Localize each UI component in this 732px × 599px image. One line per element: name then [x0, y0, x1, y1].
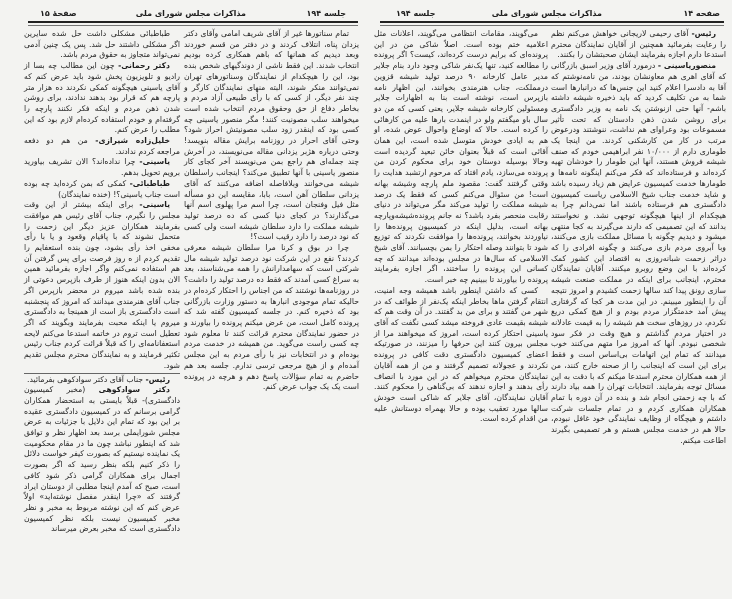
speaker-name: یاسینی- [139, 200, 170, 210]
page-header [28, 9, 364, 21]
speaker-name: یاسینی- [139, 157, 170, 167]
paragraph [24, 136, 180, 157]
speaker-name: خلیل‌زاده شیرازی- [95, 136, 170, 146]
paragraph [24, 157, 180, 178]
paragraph-text: کسی که داشتن اینطور باشد همیشه وجه امنیت، انتقام گرفتن ماها بخاطر اینکه یک‌نفر از طوائف که در شهر من گفتند و برای من بد گفتند. در آن وقت هم که شیشه بقیمت عادی فروخته میشد کسی نگفت که آقای یاسینی احتکار کرده است، امروز که میخواهند مرا از مجلس بیرون کنند این حرفها را میزنند، در صورتیکه اعضای کمیسیون دادگستری دقت کافی در پرونده نکردند و عجولانه تصمیم گرفتند و من از همه آقایان نمایندگان محترم میخواهم که در این مورد با انصاف رأی بدهند و اجازه ندهند که بی‌گناهی را محکوم کنند. آقایان نمایندگان، آقای جلایر که شاکی است خودش سالها مورد تعقیب بوده و حالا بهمراه دوستانش علیه من اقدام کرده است. [374, 285, 548, 424]
paragraph-text: جناب آقای دکتر سوادکوهی بفرمائید. [27, 374, 144, 384]
page-header [374, 9, 724, 21]
paragraph [184, 243, 359, 393]
paragraph [24, 200, 180, 371]
header-rule-thin [380, 25, 724, 26]
paragraph [24, 179, 180, 200]
paragraph-text: تمام سناتورها غیر از آقای شریف امامی وآقای دکتر یزدان پناه، انتلاف کردند و در دفتر من قسم خوردند وبعد دیدیم که همانها که باهم همکاری کرده بودیم انتخاب شدند. این فقط ناشی از دوندگیهای شخص بنده بود، این را هیچکدام از نمایندگان وسناتورهای تهران نمی‌توانند منکر شوند، البته منهای نمایندگان کارگر و چند نفر دیگر، از کسی که با رأی طبیعی آزاد مردم و بخاطر دفاع از حق وحقوق مردم انتخاب شده است میخواهند سلب مصونیت کنند! مگر منصور یاسینی چه کسی بود که اینقدر زود سلب مصونیتش احراز شود؟ وحتی آقای احرار در روزنامه برایش مقاله بنویسد! وحتی درباره هژبر یزدانی مقاله می‌نویسند، در آخرش چند جمله‌ای هم راجع بمن می‌نویسند آخر کجای کار منصور یاسینی با آنها تطبیق می‌کند؟ اینجانب راسلطان شیشه می‌خوانند وبلافاصله اضافه می‌کنند که آقای یزدانی سلطان آهن است، بابا، مقایسه این دو مسأله مثل فیل وفنجان است، چرا اسم مرا پهلوی اسم آنها می‌گذارند؟ در کجای دنیا کسی که ده درصد تولید شیشه مملکت را دارد سلطان شیشه است ولی کسی که نود درصد را دارد رقیب است؟! [184, 29, 359, 242]
paragraph [551, 29, 726, 61]
paragraph [551, 61, 726, 446]
speaker-name: دکتر سوادکوهی [98, 385, 170, 395]
header-rule [28, 21, 358, 23]
paragraph-text: من هم دو دفعه مراجعه کردم ندادند. [24, 136, 180, 156]
paragraph [24, 61, 180, 136]
running-title: مذاکرات مجلس شورای ملی [491, 9, 602, 18]
paragraph [24, 375, 180, 386]
paragraph-text: طباطبائی مشکلی داشت حل شده سایرین اگر مشکلی داشتند حل شد. پس یک چنین آدمی نمی‌تواند متجاوز به حقوق مردم باشد. [24, 29, 180, 60]
paragraph-text: چرا نداده‌اند؟ الان تشریف بیاورید برویم تحویل بدهم. [24, 157, 180, 178]
speaker-name: رئیس- [145, 374, 170, 384]
paragraph [184, 29, 359, 243]
paragraph-text: می‌گویند، مقامات انتظامی می‌گویند، اعلانات مثل اعلامیه ختم بوده است. اصلاً شاکی من در این پرونده‌ای که برایم درست کرده‌اند، کیست؟ اگر پرونده را مطالعه کنید، تنها یک‌نفر شاکی وجود دارد بنام جلایر مدیر عامل کارخانه ۹۰ درصد تولید شیشه قزوین درمملکت، جناب هنرمندی بخوانند، این اظهار نامه بازپرس است، نوشته است بنا به اظهارات جلایر ومسئولین کارخانه شیشه جلایر، یعنی کسی که من دو سال باو میگفتم ولو در اینمدت بارها علیه من کارهائی را کرده است. حالا که اوضاع واحوال عوض شده، او هم به ایادی خودش متوسل شده است، این همان آقائی است که قبلاً بعنوان خائن تبعید گردیده است وحالا بوسیله دوستان خود برای محکوم کردن من پرونده می‌سازد، یادم افتاد که مرحوم ارتشبد هدایت را وقتی گرفتند گفت: مقصود ملم پارچه وشیشه بهانه است! من سئوال می‌کنم کسی که فقط یک درصد شیشه مملکت را تولید می‌کند مگر می‌تواند در دنیای رقابت منحصر بفرد باشد؟ نه جانم پرونده‌شیشه‌وپارچه بهانه است، بدلیل اینکه در کمیسیون پرونده‌ها را نیاوردند بخوانند، پرونده‌ها را موافقت نکردند که توزیع شود تا بتوانند وصله احتکار را بمن بچسبانند. آقای شیخ الاسلامی که سال‌ها در مجلس بوده‌اند میدانند که چه کسانی این پرونده را ساختند، اگر اجازه بفرمایند پرونده را بیاورند تا ببینیم چه خبر است. [374, 29, 548, 285]
paragraph [374, 29, 548, 286]
column-right [184, 29, 359, 393]
paragraph-text: درمورد آقای وزیر اسبق بازرگانی که آقای اهری هم معاونشان بودند، من نامه‌نوشتم که آقا به دادسرا اعلام کنید این جنس‌ها که درانبارها است شما به من تکلیف کردید که باید ذخیره شیشه داشته باشم- آنها حتی ازنوشتن یک نامه به وزیر دادگستری برای روشن شدن ذهن دادستان که تحت تأثیر مسموعات بود وعراوای هم نداشت، ننوشتند ودرعوض مرتب در کار من کارشکنی کردند. من اینجا یک طوماری دارم از ۱۰/۰۰۰ نفر ابراهیمی خودم که صنف شیشه فروش هستند، آنها این طومار را خودشان تهیه کرده‌اند و فرستاده‌اند که فکر می‌کنم اینگونه نامه‌ها و طومارها خدمت کمیسیون عرایض هم زیاد رسیده باشد و شاید خدمت جناب شیخ الاسلامی ریاست کمیسیون دادگستری هم فرستاده باشند اما نمی‌دانم چرا به هیچکدام از اینها هیچگونه توجهی نشد. و نخواستند بدانند که این تصمیمی که دارند می‌گیرند به کجا منتهی میشود و دیدیم چگونه با مسائل مملکت بازی می‌کنند، وبا آبروی مردم بازی می‌کنند و چگونه افرادی را که دراثر زحمت شبانه‌روزی به اقتصاد این کشور کمک کرده‌اند با این وضع روبرو میکنند. آقایان نمایندگان محترم، اینجانب برای اینکه در مملکت صنعت شیشه سازی رونق پیدا کند سالها زحمت کشیدم و امروز نتیجه آن را اینطور میبینم. در این مدت هر کجا که گرفتاری پیش آمد خدمتگزار مردم بودم و از هیچ کمکی دریغ نکردم، در روزهای سخت هم شیشه را به قیمت عادلانه در اختیار مردم گذاشتم و هیچ وقت در فکر سود شخصی نبودم. آنها که امروز مرا متهم می‌کنند خوب میدانند که تمام این اتهامات بی‌اساس است و فقط برای این است که اینجانب را از صحنه خارج کنند، من از همه همکاران محترم استدعا میکنم که با دقت به این مسائل توجه بفرمایند. انتخابات تهران را همه بیاد دارند که با چه زحمتی انجام شد و بنده در آن دوره با تمام همکاران همکاری کردم و در تمام جلسات شرکت داشتم و هیچگاه از وظایف نمایندگی خود غافل نبودم، حالا هم در خدمت مجلس هستم و هر تصمیمی بگیرند اطاعت میکنم. [551, 61, 726, 445]
paragraph-text: کمکی که بمن کرده‌اید چه بوده است جناب یاسینی؟! (خنده نمایندگان) [24, 178, 180, 199]
paragraph-text: چون این مطالب چه بسا از رادیو و تلویزیون پخش شود باید عرض کنم که آقای یاسینی هیچگونه کمکی نکردند ده هزار متر پارچه هم که قرار بود بدهند ندادند، برای روشن شدن ذهن مردم و اینکه فکر نکنند پارچه را گرفته‌ام و خودم استفاده کرده‌ام لازم بود که این مطلب را عرض کنم. [24, 61, 180, 135]
page-number: صفحه ۱۴ [683, 9, 720, 18]
paragraph-text: برای اینکه بیشتر از این وقت مجلس را نگیرم، جناب آقای رئیس هم موافقت بفرمایند همکاران عزیز دیگر این زحمت را متحمل نشوند که با پاقیام وقعود و یا با رأی مخفی اخذ رأی بشود، چون بنده استعفایم را تقدیم کردم از ه روز فرصت برای پس گرفتن آن هم استفاده نمی‌کنم واگر اجازه بفرمائید همین الان بدون اینکه هنوز از طرف بازپرس دعوتی از بنده شده باشد میروم در محضر بازپرس اگر جناب آقای هنرمندی میدانند که امروز که پنجشنبه است دادگستری باز است از همینجا به دادگستری میروم یا اینکه محبت بفرمایند وبگویند که اگر تعطیل است تروم در خاتمه استدعا می‌کنم لایحه استعفانامه‌ای را که قبلاً قرائت کردم جناب رئیس تکثیر فرمایند و به نمایندگان محترم مجلس تقدیم شود. [24, 200, 180, 370]
paragraph-text: (مخبر کمیسیون دادگستری)- قبلاً بایستی به استحضار همکاران گرامی برسانم که در کمیسیون دادگستری عقیده بر این بود که تمام این دلایل با جزئیات به عرض مجلس شورایملی برسد بعد اظهار نظر و توافق شد که اینطور نباشد چون ما در مقام محکومیت یک نماینده نیستیم که بصورت کیفر خواست دلائل را ذکر کنیم بلکه بنظر رسید که اگر بصورت اجمال برای همکاران گرامی ذکر شود کافی است، صبح که آمدم اینجا مطلبی از دوستان ایراد گرفتند که «چرا اینقدر مفصل نوشته‌اید» اولاً عرض کنم که این نوشته مربوط به مخبر و نظر مخبر کمیسیون نیست بلکه نظر کمیسیون دادگستری است که مخبر بعرض میرساند [24, 385, 180, 534]
section-divider [24, 373, 180, 374]
paragraph [24, 29, 180, 61]
speaker-name: منصوریاسینی - [657, 61, 716, 71]
right-page [366, 0, 732, 599]
header-rule-thin [28, 25, 358, 26]
paragraph-text: آقای رحیمی لاریجانی خواهش می‌کنم نظم را رعایت بفرمائید همچنین از آقایان نمایندگان محترم استدعا دارم اجازه بفرمایند ایشان صحبتشان را بکنند. [551, 29, 726, 60]
session-number: جلسه ۱۹۴ [396, 9, 436, 18]
paragraph [24, 385, 180, 535]
column-left [24, 29, 180, 535]
page-number: صفحهٔ ۱۵ [40, 9, 77, 18]
speaker-name: رئیس- [691, 29, 716, 38]
running-title: مذاکرات مجلس شورای ملی [135, 9, 246, 18]
speaker-name: طباطبائی- [129, 178, 170, 188]
paragraph-text: چرا در بوق و کرنا مرا سلطان شیشه معرفی کردند؟ نفع در این شرکت نود درصد تولید شیشه مال شرکتی است که سهامدارانش را همه می‌شناسند، بعد به سراغ کسی آمدند که فقط ده درصد تولید را داشت؟ در روزنامه‌ها نوشتند که من اجناس را احتکار کرده‌ام در حالیکه تمام موجودی انبارها به دستور وزارت بازرگانی بود که ذخیره کنم. در جلسه کمیسیون گفته شد که پرونده کامل است، من عرض میکنم پرونده را بیاورند و در حضور نمایندگان محترم قرائت کنند تا معلوم شود چه کسی راست می‌گوید. من همیشه در خدمت مردم بوده‌ام و در انتخابات نیز با رأی مردم به این مجلس آمده‌ام و از هیچ مرجعی ترسی ندارم. جلسه بعد هم حاضرم به تمام سؤالات پاسخ دهم و هرچه در پرونده است یک یک جواب عرض کنم. [184, 243, 359, 392]
session-number: جلسه ۱۹۴ [306, 9, 346, 18]
column-right [551, 29, 726, 446]
header-rule [380, 21, 724, 23]
column-left [374, 29, 548, 425]
speaker-name: دکتر رحمانی- [118, 61, 171, 71]
paragraph [374, 286, 548, 425]
